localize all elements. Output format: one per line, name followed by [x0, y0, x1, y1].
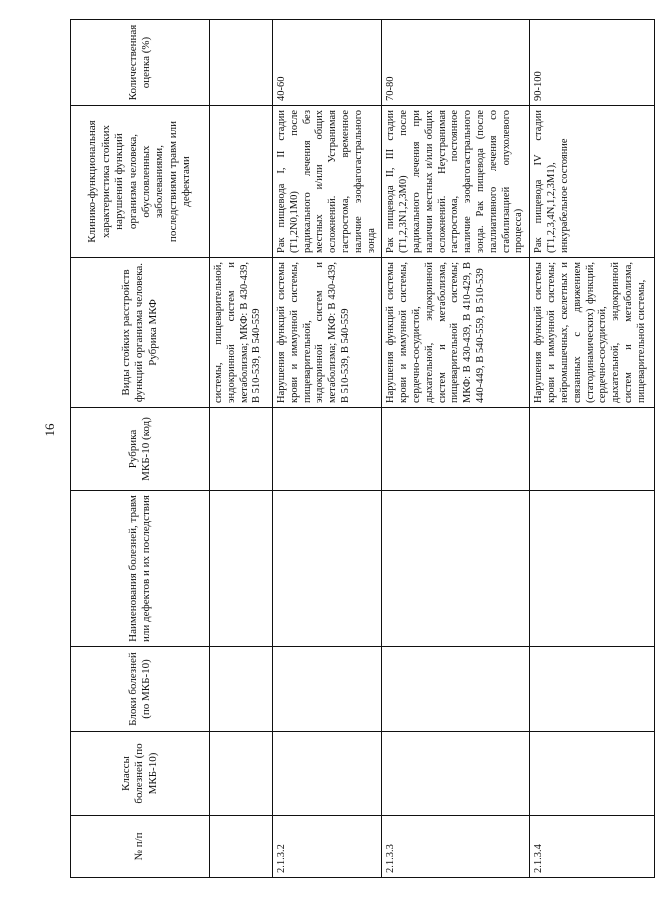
row-clinical: Рак пищевода I, II стадии (T1,2N0,1M0) после радикального лечения без местных и/или общих осложнений. Устранимая гастростома, временное наличие эзофагогастрального зонда — [273, 106, 382, 258]
row-icd-code — [382, 408, 530, 491]
row-class — [530, 732, 655, 816]
header-blocks: Блоки болезней (по МКБ-10) — [71, 647, 210, 732]
row-block — [210, 647, 273, 732]
row-number — [210, 816, 273, 878]
disability-criteria-table — [70, 19, 655, 878]
row-number: 2.1.3.2 — [273, 816, 382, 878]
row-class — [210, 732, 273, 816]
row-disorders: Нарушения функций системы крови и иммунной системы, пищеварительной, эндокринной систем и метаболизма; МКФ: B 430-439, B 510-539, B 540-559 — [273, 258, 382, 408]
row-disease-name — [273, 491, 382, 647]
row-score: 90-100 — [530, 20, 655, 106]
header-disease-names: Наименования болезней, травм или дефектов и их последствия — [71, 491, 210, 647]
row-disorders: Нарушения функций системы крови и иммунной системы; нейромышечных, скелетных и связанных с движением (статодинамических) функций, сердечно-сосудистой, дыхательной, эндокринной систем и метаболизма, пищеварительной системы, — [530, 258, 655, 408]
header-quantitative-score: Количественная оценка (%) — [71, 20, 210, 106]
row-score: 40-60 — [273, 20, 382, 106]
row-clinical — [210, 106, 273, 258]
row-class — [382, 732, 530, 816]
row-disease-name — [210, 491, 273, 647]
table-row — [382, 20, 530, 878]
row-icd-code — [210, 408, 273, 491]
table-row — [210, 20, 273, 878]
page-number: 16 — [42, 423, 57, 437]
row-icd-code — [273, 408, 382, 491]
row-block — [273, 647, 382, 732]
rotated-table-container — [70, 20, 647, 878]
table-row — [530, 20, 655, 878]
row-icd-code — [530, 408, 655, 491]
row-class — [273, 732, 382, 816]
row-disease-name — [530, 491, 655, 647]
row-score: 70-80 — [382, 20, 530, 106]
row-disorders: системы, пищеварительной, эндокринной систем и метаболизма; МКФ: B 430-439, B 510-539, B 540-559 — [210, 258, 273, 408]
header-icd-code: Рубрика МКБ-10 (код) — [71, 408, 210, 491]
row-number: 2.1.3.4 — [530, 816, 655, 878]
row-block — [382, 647, 530, 732]
row-score — [210, 20, 273, 106]
table-row — [273, 20, 382, 878]
row-block — [530, 647, 655, 732]
header-classes: Классы болезней (по МКБ-10) — [71, 732, 210, 816]
header-row — [71, 20, 210, 878]
row-clinical: Рак пищевода II, III стадии (T1,2,3N1,2,3M0) после радикального лечения при наличии местных и/или общих осложнений. Неустранимая гастростома, постоянное наличие эзофагогастрального зонда. Рак пищевода (после паллиативного лечения со стабилизацией опухолевого процесса) — [382, 106, 530, 258]
row-disease-name — [382, 491, 530, 647]
row-clinical: Рак пищевода IV стадии (T1,2,3,4N,1,2,3M1), инкурабельное состояние — [530, 106, 655, 258]
row-number: 2.1.3.3 — [382, 816, 530, 878]
header-num: № п/п — [71, 816, 210, 878]
header-clinical-characteristics: Клинико-функциональная характеристика стойких нарушений функций организма человека, обусловленных заболеваниями, последствиями травм или дефектами — [71, 106, 210, 258]
row-disorders: Нарушения функций системы крови и иммунной системы, сердечно-сосудистой, дыхательной, эндокринной систем и метаболизма, пищеварительной системы; МКФ: B 430-439, B 410-429, B 440-449, B 540-559, B 510-539 — [382, 258, 530, 408]
header-disorder-types: Виды стойких расстройств функций организма человека. Рубрика МКФ — [71, 258, 210, 408]
